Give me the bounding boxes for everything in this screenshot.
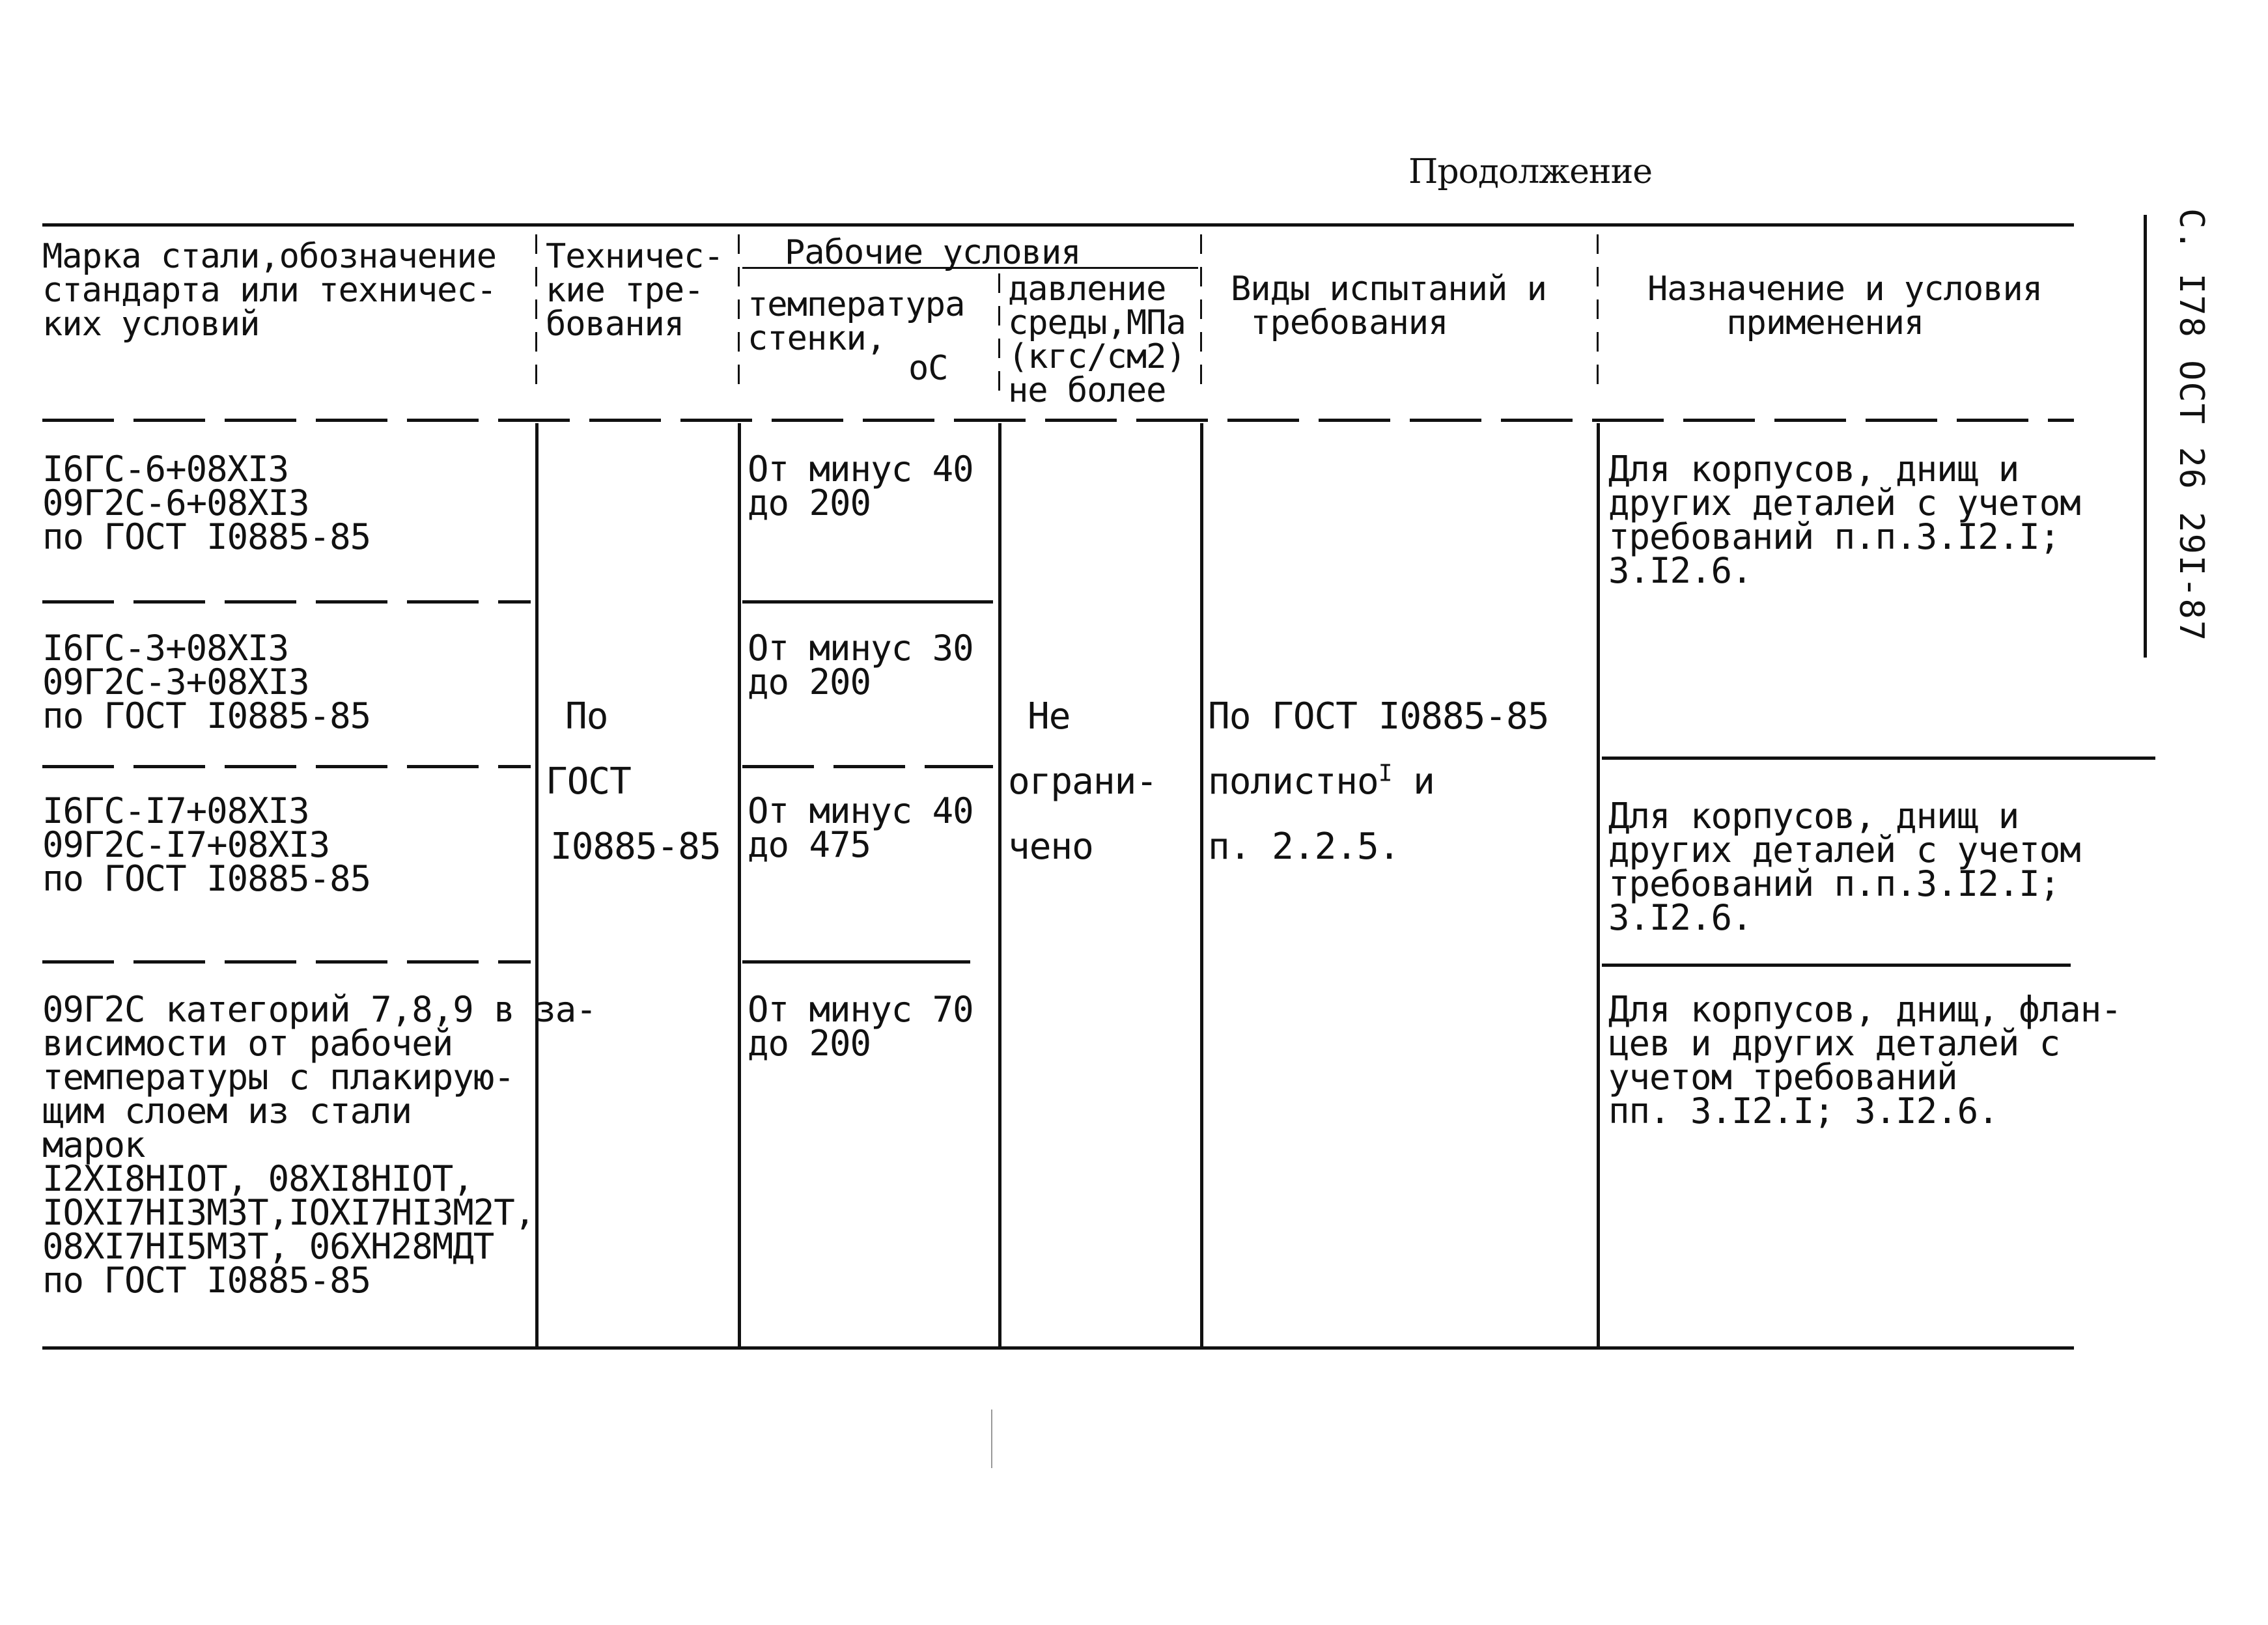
side-rule — [2144, 215, 2147, 658]
pressure-line2: ограни- — [1008, 760, 1158, 803]
tech-req-line1: По — [565, 695, 608, 738]
row1-steel: I6ГС-6+08ХI3 09Г2С-6+08ХI3 по ГОСТ I0885-85 — [42, 449, 371, 557]
header-steel-grade: Марка стали,обозначение стандарта или техничес- ких условий — [42, 237, 497, 344]
row3-rule-col6 — [1602, 964, 2071, 967]
row4-temperature: От минус 70 до 200 — [748, 989, 973, 1064]
row3-rule-col1 — [42, 960, 531, 964]
row3-rule-col3 — [742, 960, 970, 964]
pressure-line1: Не — [1028, 695, 1071, 738]
row2-rule-col3 — [742, 765, 993, 768]
tests-line2-end: и — [1392, 760, 1435, 803]
row2-steel: I6ГС-3+08ХI3 09Г2С-3+08ХI3 по ГОСТ I0885-85 — [42, 628, 371, 736]
header-wall-temperature: температура стенки, — [748, 285, 965, 358]
side-page-label: С. I78 ОСТ 26 29I-87 — [2172, 208, 2211, 643]
row1-rule-col1 — [42, 600, 531, 604]
tests-line3: п. 2.2.5. — [1208, 826, 1400, 868]
col-sep-2 — [738, 423, 741, 1348]
tests-line2 — [1208, 760, 1435, 803]
row4-purpose: Для корпусов, днищ, флан- цев и других деталей с учетом требований пп. 3.I2.I; 3.I2.6. — [1608, 989, 2121, 1132]
tech-req-line3: I0885-85 — [550, 826, 721, 868]
row2-rule-col1 — [42, 765, 531, 768]
header-purpose: Назначение и условия применения — [1647, 270, 2043, 342]
header-temp-unit: оС — [908, 349, 948, 388]
tests-line2-text: полистно — [1208, 760, 1379, 803]
row3-steel: I6ГС-I7+08ХI3 09Г2С-I7+08ХI3 по ГОСТ I0885-85 — [42, 790, 371, 899]
row3-temperature: От минус 40 до 475 — [748, 790, 973, 865]
tech-req-line2: ГОСТ — [546, 760, 631, 803]
header-pressure: давление среды,МПа (кгс/см2) не более — [1008, 270, 1186, 410]
row2-rule-col6 — [1602, 757, 2155, 760]
col-sep-5 — [1597, 423, 1600, 1348]
continuation-label: Продолжение — [1408, 152, 1652, 191]
hdr-sep-2 — [738, 234, 740, 391]
row1-temperature: От минус 40 до 200 — [748, 449, 973, 523]
pressure-line3: чено — [1008, 826, 1093, 868]
header-tech-requirements: Техничес- кие тре- бования — [546, 237, 723, 344]
table-bottom-rule — [42, 1346, 2074, 1350]
header-test-types: Виды испытаний и требования — [1231, 270, 1547, 342]
tests-line1: По ГОСТ I0885-85 — [1208, 695, 1549, 738]
header-working-conditions: Рабочие условия — [785, 233, 1081, 272]
hdr-sep-4 — [1200, 234, 1202, 391]
hdr-sep-5 — [1597, 234, 1599, 391]
row4-steel: 09Г2С категорий 7,8,9 в за- висимости от рабочей температуры с плакирую- щим слоем из стали марок I2ХI8НIОТ, 08ХI8НIОТ, IОХI7НI3М3Т,IОХI7НI3М2Т, 08ХI7НI5М3Т, 06ХН28МДТ по ГОСТ I0885-85 — [42, 989, 596, 1301]
scan-artifact — [991, 1410, 992, 1468]
col-sep-4 — [1200, 423, 1203, 1348]
header-bottom-rule — [42, 419, 2074, 422]
row2-temperature: От минус 30 до 200 — [748, 628, 973, 702]
row1-rule-col3 — [742, 600, 993, 604]
row3-purpose: Для корпусов, днищ и других деталей с учетом требований п.п.3.I2.I; 3.I2.6. — [1608, 796, 2080, 938]
tests-footnote-mark: I — [1378, 760, 1392, 787]
hdr-sep-1 — [535, 234, 537, 391]
col-sep-3 — [998, 423, 1001, 1348]
hdr-sep-3 — [998, 273, 1000, 391]
row1-purpose: Для корпусов, днищ и других деталей с учетом требований п.п.3.I2.I; 3.I2.6. — [1608, 449, 2080, 591]
table-top-rule — [42, 223, 2074, 227]
